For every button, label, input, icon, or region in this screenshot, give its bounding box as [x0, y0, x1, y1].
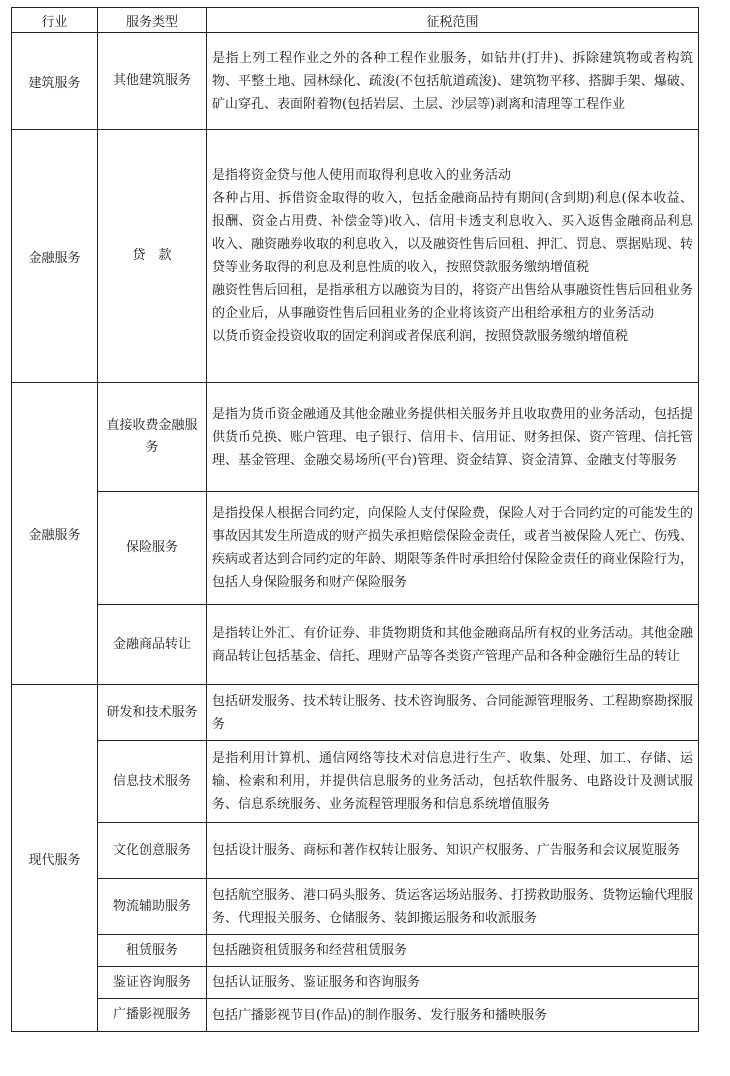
scope-text: 包括融资租赁服务和经营租赁服务	[212, 943, 408, 958]
scope-cell	[207, 492, 699, 605]
scope-text: 是指转让外汇、有价证券、非货物期货和其他金融商品所有权的业务活动。其他金融商品转让包括基金、信托、理财产品等各类资产管理产品和各种金融衍生品的转让	[212, 625, 694, 664]
table-row	[12, 935, 699, 967]
scope-text: 包括广播影视节目(作品)的制作服务、发行服务和播映服务	[212, 1007, 548, 1023]
scope-text: 是指利用计算机、通信网络等技术对信息进行生产、收集、处理、加工、存储、运输、检索和利用，并提供信息服务的业务活动，包括软件服务、电路设计及测试服务、信息系统服务、业务流程管理服务和信息系统增值服务	[212, 751, 693, 812]
service-cell: 贷 款	[98, 130, 207, 383]
table-row	[12, 605, 699, 685]
scope-cell	[207, 823, 699, 879]
scope-cell	[207, 999, 699, 1032]
table-row	[12, 685, 699, 741]
service-cell: 其他建筑服务	[98, 33, 207, 130]
scope-cell	[207, 685, 699, 741]
scope-text: 各种占用、拆借资金取得的收入，包括金融商品持有期间(含到期)利息(保本收益、报酬、资金占用费、补偿金等)收入、信用卡透支利息收入、买入返售金融商品利息收入、融资融券收取的利息收入，以及融资性售后回租、押汇、罚息、票据贴现、转贷等业务取得的利息及利息性质的收入，按照贷款服务缴纳增值税	[212, 191, 694, 275]
service-cell: 研发和技术服务	[98, 685, 207, 741]
table-row	[12, 492, 699, 605]
scope-cell	[207, 383, 699, 492]
scope-text: 包括航空服务、港口码头服务、货运客运场站服务、打捞救助服务、货物运输代理服务、代理报关服务、仓储服务、装卸搬运服务和收派服务	[212, 887, 694, 926]
table-row	[12, 967, 699, 999]
scope-text: 包括研发服务、技术转让服务、技术咨询服务、合同能源管理服务、工程勘察勘探服务	[212, 693, 694, 732]
service-cell: 保险服务	[98, 492, 207, 605]
scope-cell	[207, 130, 699, 383]
table-row	[12, 383, 699, 492]
table-row	[12, 823, 699, 879]
scope-text: 是指上列工程作业之外的各种工程作业服务，如钻井(打井)、拆除建筑物或者构筑物、平整土地、园林绿化、疏浚(不包括航道疏浚)、建筑物平移、搭脚手架、爆破、矿山穿孔、表面附着物(包括岩层、土层、沙层等)剥离和清理等工程作业	[212, 50, 693, 112]
scope-text: 是指投保人根据合同约定，向保险人支付保险费，保险人对于合同约定的可能发生的事故因其发生所造成的财产损失承担赔偿保险金责任，或者当被保险人死亡、伤残、疾病或者达到合同约定的年龄、期限等条件时承担给付保险金责任的商业保险行为，包括人身保险服务和财产保险服务	[212, 506, 694, 590]
service-cell: 直接收费金融服务	[98, 383, 207, 492]
industry-cell: 建筑服务	[12, 33, 98, 130]
service-cell: 文化创意服务	[98, 823, 207, 879]
service-cell: 金融商品转让	[98, 605, 207, 685]
industry-cell: 现代服务	[12, 685, 98, 1032]
industry-cell: 金融服务	[12, 383, 98, 685]
header-service-type: 服务类型	[98, 8, 207, 33]
table-row	[12, 33, 699, 130]
table-row	[12, 130, 699, 383]
service-cell: 广播影视服务	[98, 999, 207, 1032]
header-scope: 征税范围	[207, 8, 699, 33]
scope-cell	[207, 605, 699, 685]
service-cell: 物流辅助服务	[98, 879, 207, 935]
table-row	[12, 879, 699, 935]
service-cell: 信息技术服务	[98, 741, 207, 823]
scope-text: 包括设计服务、商标和著作权转让服务、知识产权服务、广告服务和会议展览服务	[212, 843, 681, 858]
scope-text: 以货币资金投资收取的固定利润或者保底利润，按照贷款服务缴纳增值税	[212, 329, 629, 344]
scope-cell	[207, 33, 699, 130]
header-industry: 行业	[12, 8, 98, 33]
scope-text: 是指将资金贷与他人使用而取得利息收入的业务活动	[212, 168, 512, 183]
table-row	[12, 741, 699, 823]
scope-text: 包括认证服务、鉴证服务和咨询服务	[212, 975, 421, 990]
scope-cell	[207, 879, 699, 935]
scope-cell	[207, 935, 699, 967]
table-row	[12, 999, 699, 1032]
scope-text: 是指为货币资金融通及其他金融业务提供相关服务并且收取费用的业务活动，包括提供货币兑换、账户管理、电子银行、信用卡、信用证、财务担保、资产管理、信托管理、基金管理、金融交易场所(平台)管理、资金结算、资金清算、金融支付等服务	[212, 406, 694, 468]
industry-cell: 金融服务	[12, 130, 98, 383]
tax-scope-table	[11, 7, 699, 1032]
scope-cell	[207, 967, 699, 999]
service-cell: 鉴证咨询服务	[98, 967, 207, 999]
header-row	[12, 8, 699, 33]
service-cell: 租赁服务	[98, 935, 207, 967]
scope-cell	[207, 741, 699, 823]
scope-text: 融资性售后回租，是指承租方以融资为目的，将资产出售给从事融资性售后回租业务的企业后，从事融资性售后回租业务的企业将该资产出租给承租方的业务活动	[212, 283, 694, 321]
